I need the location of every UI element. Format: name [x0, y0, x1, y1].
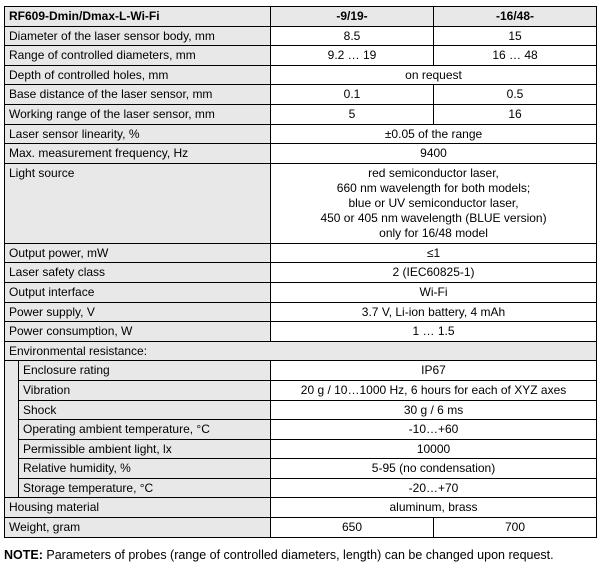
row-safety-class — [5, 263, 597, 283]
indent-cell — [5, 380, 19, 400]
row-depth — [5, 65, 597, 85]
row-housing — [5, 498, 597, 518]
row-frequency — [5, 144, 597, 164]
row-base-distance — [5, 85, 597, 105]
row-value: 16 … 48 — [434, 46, 597, 66]
column-16-48: -16/48- — [434, 7, 597, 27]
row-weight — [5, 518, 597, 538]
row-label: Base distance of the laser sensor, mm — [5, 85, 271, 105]
row-operating-temp — [5, 420, 597, 440]
row-value: 1 … 1.5 — [271, 322, 597, 342]
row-label: Enclosure rating — [19, 361, 271, 381]
row-value: 2 (IEC60825-1) — [271, 263, 597, 283]
row-power-consumption — [5, 322, 597, 342]
row-label: Weight, gram — [5, 518, 271, 538]
light-line: red semiconductor laser, — [368, 165, 499, 180]
row-label: Power supply, V — [5, 302, 271, 322]
row-diameter — [5, 26, 597, 46]
indent-cell — [5, 400, 19, 420]
row-label: Light source — [5, 163, 271, 243]
row-value: 3.7 V, Li-ion battery, 4 mAh — [271, 302, 597, 322]
row-value: 8.5 — [271, 26, 434, 46]
indent-cell — [5, 420, 19, 440]
row-label: Laser safety class — [5, 263, 271, 283]
indent-cell — [5, 439, 19, 459]
row-value: 650 — [271, 518, 434, 538]
row-power-supply — [5, 302, 597, 322]
row-environmental — [5, 341, 597, 361]
row-label: Depth of controlled holes, mm — [5, 65, 271, 85]
light-line: blue or UV semiconductor laser, — [348, 195, 519, 210]
row-value: ±0.05 of the range — [271, 124, 597, 144]
row-vibration — [5, 380, 597, 400]
row-label: Output interface — [5, 282, 271, 302]
row-label: Range of controlled diameters, mm — [5, 46, 271, 66]
spec-table — [4, 6, 597, 538]
row-linearity — [5, 124, 597, 144]
indent-cell — [5, 459, 19, 479]
row-value: 5-95 (no condensation) — [271, 459, 597, 479]
note-label: NOTE: — [4, 548, 43, 562]
note-text: Parameters of probes (range of controlled diameters, length) can be changed upon request. — [46, 548, 554, 562]
indent-cell — [5, 478, 19, 498]
row-value: 16 — [434, 104, 597, 124]
model-name: RF609-Dmin/Dmax-L-Wi-Fi — [5, 7, 271, 27]
row-value: 0.1 — [271, 85, 434, 105]
row-label: Output power, mW — [5, 243, 271, 263]
row-ambient-light — [5, 439, 597, 459]
row-label: Relative humidity, % — [19, 459, 271, 479]
row-label: Max. measurement frequency, Hz — [5, 144, 271, 164]
header-row — [5, 7, 597, 27]
row-value: -10…+60 — [271, 420, 597, 440]
row-value: ≤1 — [271, 243, 597, 263]
row-value: 5 — [271, 104, 434, 124]
row-value: 9.2 … 19 — [271, 46, 434, 66]
row-value: on request — [271, 65, 597, 85]
row-output-power — [5, 243, 597, 263]
indent-cell — [5, 361, 19, 381]
row-label: Power consumption, W — [5, 322, 271, 342]
row-label: Storage temperature, °C — [19, 478, 271, 498]
row-value: -20…+70 — [271, 478, 597, 498]
light-line: 450 or 405 nm wavelength (BLUE version) — [320, 210, 547, 225]
row-value: IP67 — [271, 361, 597, 381]
row-storage-temp — [5, 478, 597, 498]
row-label: Permissible ambient light, lx — [19, 439, 271, 459]
light-line: 660 nm wavelength for both models; — [336, 180, 531, 195]
row-label: Operating ambient temperature, °C — [19, 420, 271, 440]
row-label: Housing material — [5, 498, 271, 518]
row-value — [271, 163, 597, 243]
row-label: Laser sensor linearity, % — [5, 124, 271, 144]
row-interface — [5, 282, 597, 302]
row-value: Wi-Fi — [271, 282, 597, 302]
row-value: 700 — [434, 518, 597, 538]
section-label: Environmental resistance: — [5, 341, 597, 361]
row-value: 30 g / 6 ms — [271, 400, 597, 420]
row-value: 20 g / 10…1000 Hz, 6 hours for each of XYZ axes — [271, 380, 597, 400]
row-working-range — [5, 104, 597, 124]
row-value: 0.5 — [434, 85, 597, 105]
row-label: Working range of the laser sensor, mm — [5, 104, 271, 124]
row-value: 9400 — [271, 144, 597, 164]
row-range — [5, 46, 597, 66]
row-value: aluminum, brass — [271, 498, 597, 518]
column-9-19: -9/19- — [271, 7, 434, 27]
row-label: Shock — [19, 400, 271, 420]
row-label: Diameter of the laser sensor body, mm — [5, 26, 271, 46]
row-shock — [5, 400, 597, 420]
row-value: 15 — [434, 26, 597, 46]
row-light-source — [5, 163, 597, 243]
light-line: only for 16/48 model — [379, 225, 488, 240]
note-paragraph — [4, 548, 596, 563]
row-value: 10000 — [271, 439, 597, 459]
row-label: Vibration — [19, 380, 271, 400]
row-humidity — [5, 459, 597, 479]
row-enclosure — [5, 361, 597, 381]
